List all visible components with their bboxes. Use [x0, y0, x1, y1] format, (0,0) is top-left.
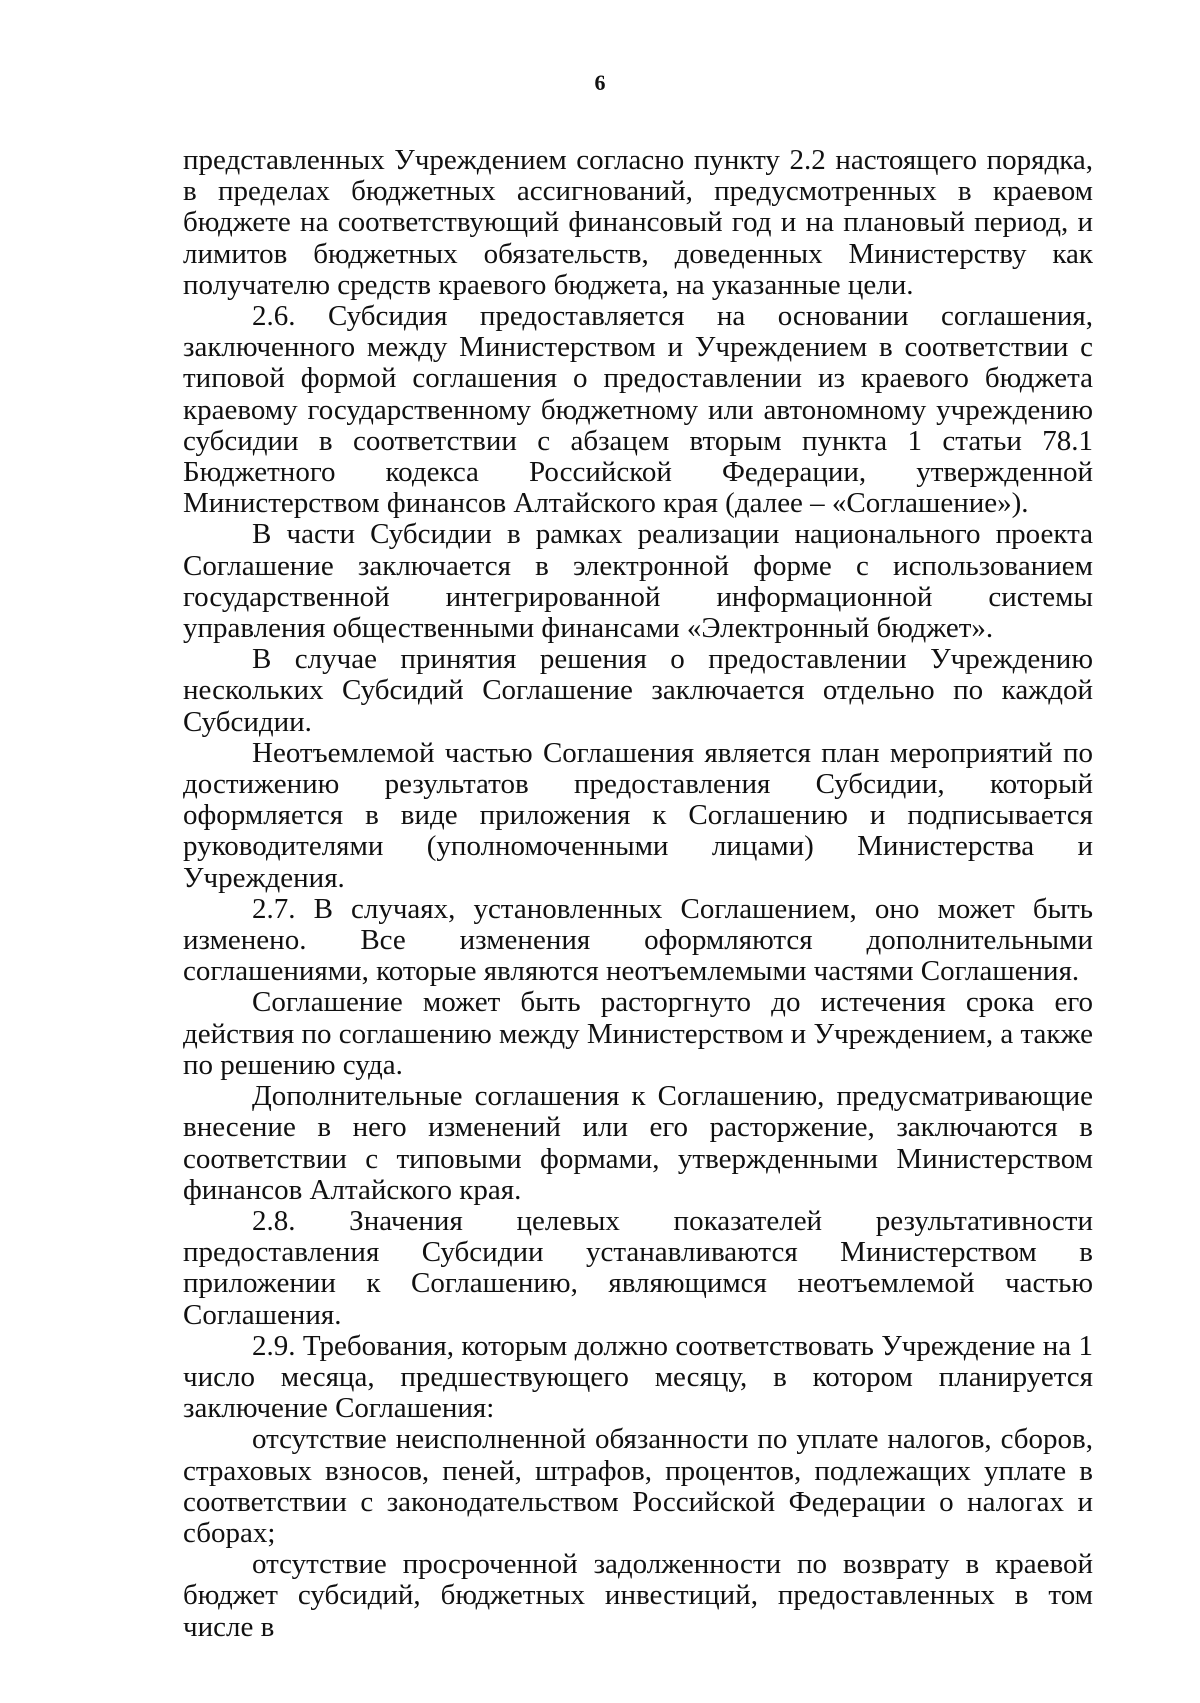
paragraph-2-9: 2.9. Требования, которым должно соответствовать Учреждение на 1 число месяца, предшествующего месяцу, в котором планируется заключение Соглашения: — [183, 1329, 1093, 1425]
paragraph-action-plan: Неотъемлемой частью Соглашения является план мероприятий по достижению результатов предоставления Субсидии, который оформляется в виде приложения к Соглашению и подписывается руководителями (уполномоченными лицами) Министерства и Учреждения. — [183, 736, 1093, 894]
document-body — [183, 145, 1093, 1643]
paragraph-2-6: 2.6. Субсидия предоставляется на основании соглашения, заключенного между Министерством и Учреждением в соответствии с типовой формой соглашения о предоставлении из краевого бюджета краевому государственному бюджетному или автономному учреждению субсидии в соответствии с абзацем вторым пункта 1 статьи 78.1 Бюджетного кодекса Российской Федерации, утвержденной Министерством финансов Алтайского края (далее – «Соглашение»). — [183, 300, 1093, 520]
paragraph-additional-agreements: Дополнительные соглашения к Соглашению, предусматривающие внесение в него изменений или его расторжение, заключаются в соответствии с типовыми формами, утвержденными Министерством финансов Алтайского края. — [183, 1080, 1093, 1206]
paragraph-termination: Соглашение может быть расторгнуто до истечения срока его действия по соглашению между Министерством и Учреждением, а также по решению суда. — [183, 986, 1093, 1081]
paragraph-no-overdue-debt: отсутствие просроченной задолженности по возврату в краевой бюджет субсидий, бюджетных инвестиций, предоставленных в том числе в — [183, 1548, 1093, 1643]
paragraph-2-8: 2.8. Значения целевых показателей результативности предоставления Субсидии устанавливаются Министерством в приложении к Соглашению, являющимся неотъемлемой частью Соглашения. — [183, 1204, 1093, 1331]
paragraph-multiple-subsidies: В случае принятия решения о предоставлении Учреждению нескольких Субсидий Соглашение заключается отдельно по каждой Субсидии. — [183, 643, 1093, 738]
page-number: 6 — [594, 70, 606, 95]
paragraph-national-project: В части Субсидии в рамках реализации национального проекта Соглашение заключается в электронной форме с использованием государственной интегрированной информационной системы управления общественными финансами «Электронный бюджет». — [183, 518, 1093, 645]
paragraph-no-tax-debt: отсутствие неисполненной обязанности по уплате налогов, сборов, страховых взносов, пеней, штрафов, процентов, подлежащих уплате в соответствии с законодательством Российской Федерации о налогах и сборах; — [183, 1423, 1093, 1549]
paragraph-2-7: 2.7. В случаях, установленных Соглашением, оно может быть изменено. Все изменения оформляются дополнительными соглашениями, которые являются неотъемлемыми частями Соглашения. — [183, 892, 1093, 988]
paragraph-continuation: представленных Учреждением согласно пункту 2.2 настоящего порядка, в пределах бюджетных ассигнований, предусмотренных в краевом бюджете на соответствующий финансовый год и на плановый период, и лимитов бюджетных обязательств, доведенных Министерству как получателю средств краевого бюджета, на указанные цели. — [183, 144, 1093, 301]
